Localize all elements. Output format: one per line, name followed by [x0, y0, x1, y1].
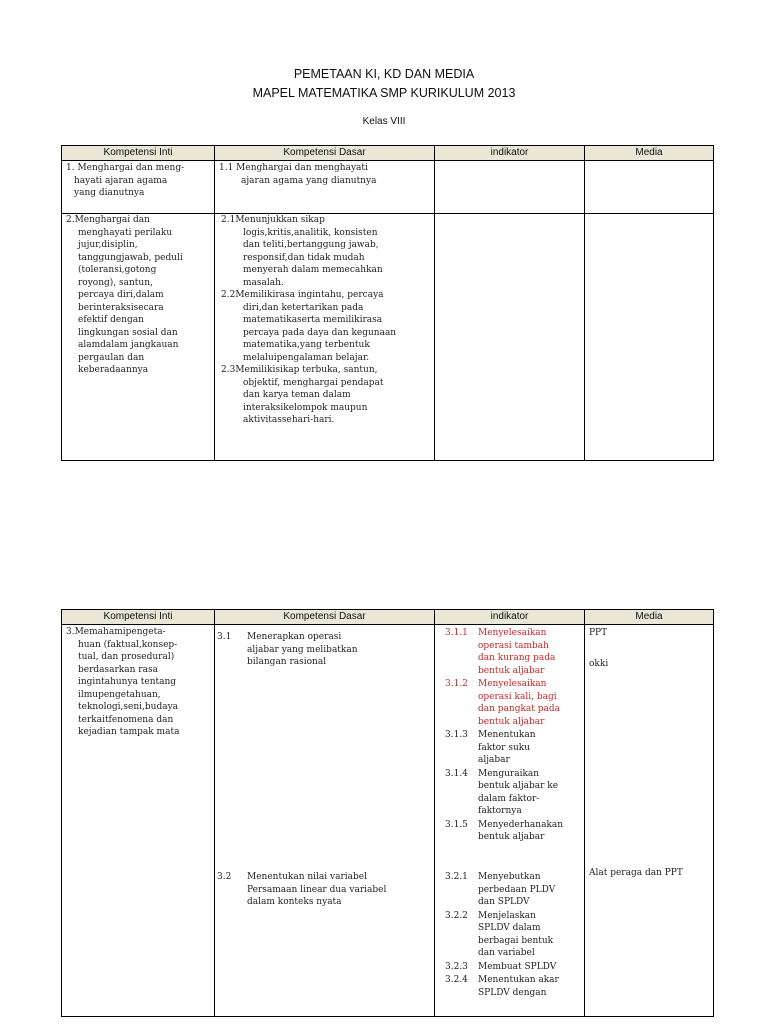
kd-line: menyerah dalam memecahkan	[243, 265, 383, 275]
ki-cell-1	[62, 161, 215, 214]
ki-line: huan (faktual,konsep-	[78, 639, 178, 650]
indikator-number: 3.1.1	[445, 628, 468, 638]
indikator-number: 3.2.4	[445, 975, 468, 985]
indikator-line: SPLDV dalam	[478, 923, 541, 933]
kd-block	[221, 302, 430, 365]
kd-line: aljabar yang melibatkan	[247, 644, 358, 655]
indikator-line: dan pangkat pada	[478, 704, 561, 714]
indikator-text	[478, 974, 582, 999]
indikator-number: 3.2.2	[445, 910, 468, 921]
indikator-text	[478, 871, 582, 909]
indikator-line: operasi kali, bagi	[478, 691, 557, 702]
media-ppt: PPT	[589, 628, 608, 638]
ki-line: teknologi,seni,budaya	[78, 702, 179, 712]
ki-line: 3.Memahamipengeta-	[66, 627, 166, 637]
doc-title-1: PEMETAAN KI, KD DAN MEDIA	[293, 67, 475, 81]
kd-cell-3	[215, 625, 435, 1017]
ki-line: ilmupengetahuan,	[78, 689, 161, 700]
kd-line: interaksikelompok maupun	[243, 402, 368, 413]
kd-cell-1	[215, 161, 435, 214]
indikator-text	[478, 961, 582, 974]
class-label: Kelas VIII	[362, 116, 406, 127]
indikator-line: perbedaan PLDV	[478, 884, 556, 895]
col-header-indikator: indikator	[435, 146, 585, 161]
indikator-line: Menguraikan	[478, 768, 540, 779]
kd-line: Menerapkan operasi	[247, 632, 342, 642]
ki-line: percaya diri,dalam	[78, 290, 164, 300]
indikator-line: Menentukan	[478, 730, 536, 740]
kd-number: 3.2	[217, 872, 232, 882]
indikator-item	[445, 627, 582, 677]
indikator-line: Menyelesaikan	[478, 628, 547, 638]
kd-block	[221, 227, 430, 290]
ki-line: berinteraksisecara	[78, 302, 164, 313]
col-header-ki: Kompetensi Inti	[62, 610, 215, 625]
ki-line: royong), santun,	[78, 277, 153, 288]
kd-line: 2.1Menunjukkan sikap	[221, 215, 325, 225]
ki-line: terkaitfenomena dan	[78, 714, 174, 725]
ki-line: (toleransi,gotong	[78, 265, 157, 275]
kd-line: Persamaan linear dua variabel	[247, 884, 387, 895]
indikator-text	[478, 910, 582, 960]
kd-line: objektif, menghargai pendapat	[243, 377, 384, 388]
ki-line: hayati ajaran agama	[74, 175, 168, 186]
indikator-line: faktor suku	[478, 742, 531, 753]
kd-line: bilangan rasional	[247, 657, 327, 667]
indikator-line: Membuat SPLDV	[478, 961, 557, 972]
indikator-number: 3.1.2	[445, 679, 468, 689]
table-row	[62, 625, 714, 1017]
indikator-list-3-2	[445, 871, 582, 1000]
kd-text	[247, 871, 431, 909]
indikator-number: 3.2.3	[445, 961, 468, 972]
kd-line: Menentukan nilai variabel	[247, 872, 367, 882]
indikator-item	[445, 974, 582, 999]
col-header-kd: Kompetensi Dasar	[215, 610, 435, 625]
indikator-number: 3.1.3	[445, 730, 468, 740]
ki-line: berdasarkan rasa	[78, 664, 158, 675]
ki-line: pergaulan dan	[78, 352, 145, 363]
table-header-row	[62, 146, 714, 161]
indikator-number: 3.1.4	[445, 768, 468, 779]
indikator-item	[445, 768, 582, 818]
kd-line: ajaran agama yang dianutnya	[241, 175, 377, 186]
indikator-item	[445, 819, 582, 844]
indikator-list-3-1	[445, 627, 582, 844]
indikator-text	[478, 768, 582, 818]
indikator-item	[445, 678, 582, 728]
kd-line: logis,kritis,analitik, konsisten	[243, 227, 378, 238]
kd-cell-2	[215, 214, 435, 461]
media-cell-3	[585, 625, 714, 1017]
kd-item	[221, 214, 430, 289]
media-cell-1	[585, 161, 714, 214]
table-header-row	[62, 610, 714, 625]
ki-line: 1. Menghargai dan meng-	[66, 163, 185, 173]
kd-line: diri,dan ketertarikan pada	[243, 302, 364, 313]
kd-line: melaluipengalaman belajar.	[243, 352, 370, 363]
ki-line: efektif dengan	[78, 315, 144, 325]
indikator-line: berbagai bentuk	[478, 935, 554, 946]
kd-item-3-1	[215, 631, 430, 669]
indikator-line: Menentukan akar	[478, 975, 559, 985]
indikator-item	[445, 871, 582, 909]
indikator-line: bentuk aljabar	[478, 665, 545, 676]
indikator-line: dan variabel	[478, 948, 535, 958]
kd-line: aktivitassehari-hari.	[243, 415, 335, 425]
indikator-item	[445, 961, 582, 974]
ki-line: tual, dan prosedural)	[78, 652, 175, 662]
col-header-media: Media	[585, 610, 714, 625]
doc-title-2: MAPEL MATEMATIKA SMP KURIKULUM 2013	[252, 86, 516, 100]
kd-line: 1.1 Menghargai dan menghayati	[219, 163, 368, 173]
media-okki: okki	[589, 658, 609, 669]
ki-line: kejadian tampak mata	[78, 727, 180, 737]
kd-line: percaya pada daya dan kegunaan	[243, 327, 397, 338]
indikator-cell-3	[435, 625, 585, 1017]
indikator-line: dan SPLDV	[478, 897, 530, 907]
kd-line: 2.2Memilikirasa ingintahu, percaya	[221, 290, 384, 300]
media-cell-2	[585, 214, 714, 461]
indikator-item	[445, 910, 582, 960]
ki-cell-3	[62, 625, 215, 1017]
kd-line: matematika,yang terbentuk	[243, 340, 370, 350]
ki-line: lingkungan sosial dan	[78, 327, 178, 338]
indikator-text	[478, 627, 582, 677]
ki-line: ingintahunya tentang	[78, 677, 177, 687]
col-header-indikator: indikator	[435, 610, 585, 625]
kd-block	[221, 377, 430, 427]
kd-line: dan karya teman dalam	[243, 390, 351, 400]
indikator-line: bentuk aljabar ke	[478, 781, 559, 791]
kd-line: dalam konteks nyata	[247, 897, 342, 907]
col-header-kd: Kompetensi Dasar	[215, 146, 435, 161]
ki-list	[66, 639, 210, 739]
table-row	[62, 161, 714, 214]
indikator-text	[478, 729, 582, 767]
indikator-line: faktornya	[478, 806, 522, 816]
indikator-line: dan kurang pada	[478, 653, 556, 663]
kd-line: dan teliti,bertanggung jawab,	[243, 240, 379, 250]
ki-line: alamdalam jangkauan	[78, 340, 179, 350]
indikator-line: operasi tambah	[478, 640, 549, 651]
kd-line: responsif,dan tidak mudah	[243, 252, 365, 263]
indikator-cell-1	[435, 161, 585, 214]
ki-line: tanggungjawab, peduli	[78, 252, 183, 263]
indikator-number: 3.1.5	[445, 819, 468, 830]
indikator-line: Menyelesaikan	[478, 679, 547, 689]
indikator-line: bentuk aljabar	[478, 832, 545, 842]
indikator-item	[445, 729, 582, 767]
ki-list	[66, 227, 210, 377]
kd-line: masalah.	[243, 277, 284, 288]
media-alat-peraga: Alat peraga dan PPT	[589, 868, 683, 878]
ki-cell-2	[62, 214, 215, 461]
indikator-line: bentuk aljabar	[478, 716, 545, 727]
table-row	[62, 214, 714, 461]
indikator-cell-2	[435, 214, 585, 461]
kd-line: matematikaserta memilikirasa	[243, 315, 383, 325]
indikator-line: Menyebutkan	[478, 872, 541, 882]
mapping-table-1	[61, 145, 714, 461]
col-header-ki: Kompetensi Inti	[62, 146, 215, 161]
indikator-text	[478, 678, 582, 728]
kd-item	[221, 289, 430, 364]
indikator-text	[478, 819, 582, 844]
ki-line: keberadaannya	[78, 365, 149, 375]
ki-line: 2.Menghargai dan	[66, 215, 150, 225]
kd-item-3-2	[215, 871, 431, 909]
ki-line: menghayati perilaku	[78, 227, 173, 238]
indikator-line: dalam faktor-	[478, 793, 540, 804]
indikator-number: 3.2.1	[445, 872, 468, 882]
col-header-media: Media	[585, 146, 714, 161]
kd-item	[221, 364, 430, 427]
indikator-line: Menyederhanakan	[478, 819, 564, 830]
ki-line: yang dianutnya	[74, 188, 145, 198]
indikator-line: Menjelaskan	[478, 910, 536, 921]
mapping-table-2	[61, 609, 714, 1017]
kd-number: 3.1	[217, 632, 232, 642]
kd-line: 2.3Memilikisikap terbuka, santun,	[221, 365, 378, 375]
indikator-line: SPLDV dengan	[478, 987, 547, 998]
kd-text	[247, 631, 430, 669]
ki-line: jujur,disiplin,	[78, 240, 138, 250]
indikator-line: aljabar	[478, 755, 510, 765]
